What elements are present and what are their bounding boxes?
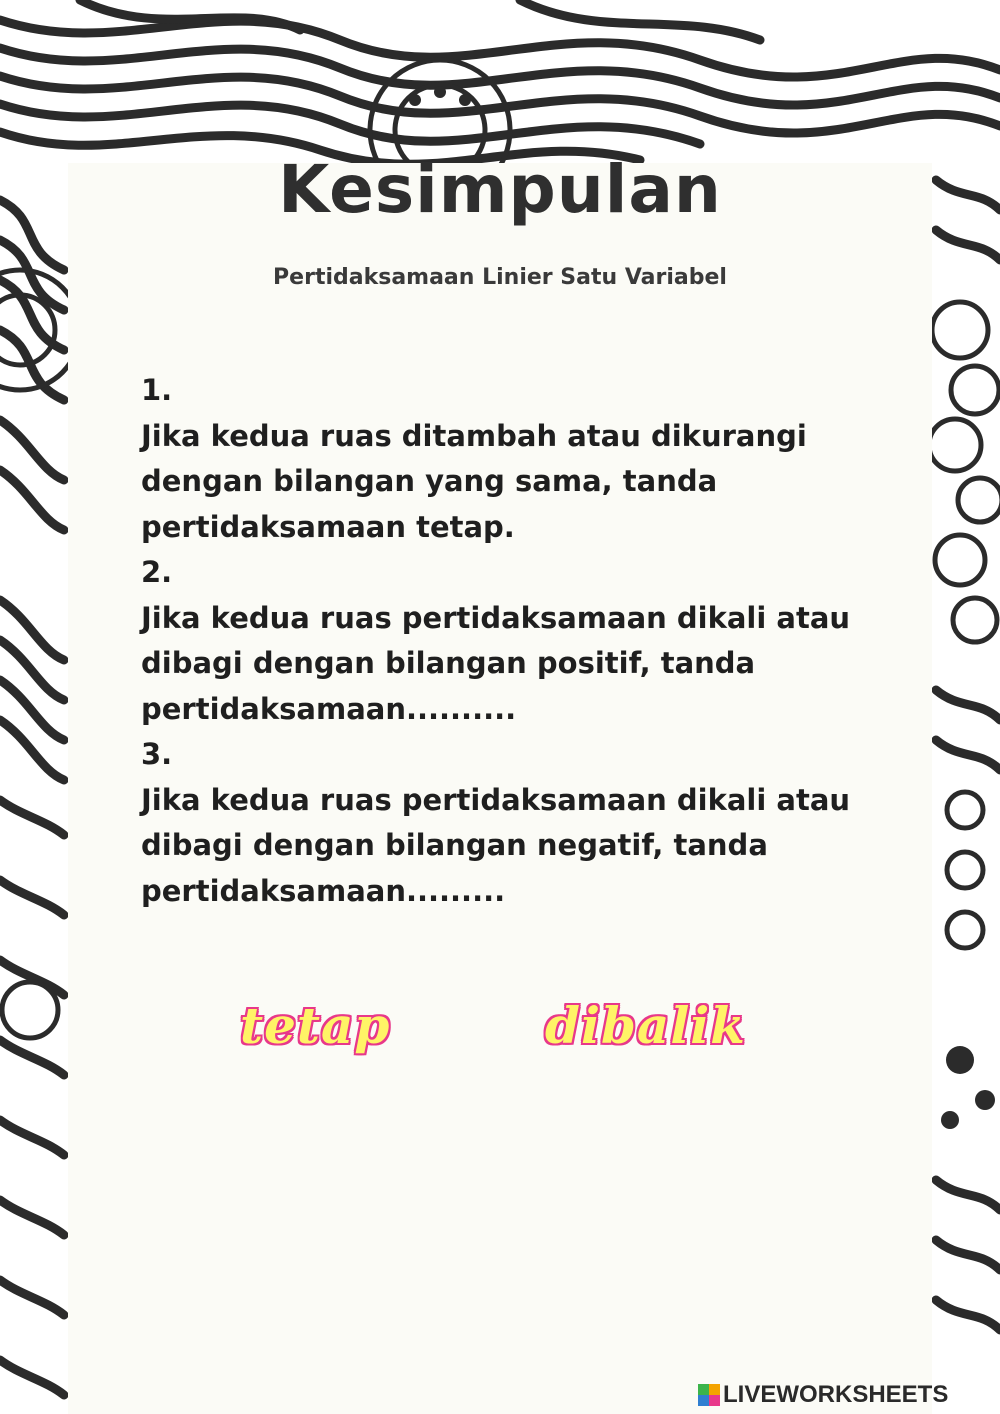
item-number-3: 3. bbox=[141, 737, 173, 771]
page-subtitle: Pertidaksamaan Linier Satu Variabel bbox=[273, 265, 727, 290]
item-text-line: Jika kedua ruas pertidaksamaan dikali atau bbox=[141, 600, 851, 635]
blank-answer-slot-2[interactable]: pertidaksamaan......... bbox=[141, 873, 506, 908]
conclusion-list bbox=[141, 368, 881, 914]
item-text-line: Jika kedua ruas pertidaksamaan dikali atau bbox=[141, 782, 851, 817]
watermark-text: LIVEWORKSHEETS bbox=[723, 1381, 949, 1408]
item-text-line: dibagi dengan bilangan negatif, tanda bbox=[141, 828, 768, 862]
item-text-line: pertidaksamaan tetap. bbox=[141, 509, 515, 544]
item-text-line: Jika kedua ruas ditambah atau dikurangi bbox=[141, 418, 807, 453]
liveworksheets-watermark bbox=[698, 1380, 948, 1410]
blank-answer-slot-1[interactable]: pertidaksamaan.......... bbox=[141, 691, 517, 726]
item-number-1: 1. bbox=[141, 373, 173, 407]
answer-option-dibalik[interactable]: dibalik bbox=[545, 996, 746, 1055]
page-title: Kesimpulan bbox=[278, 151, 722, 228]
item-number-2: 2. bbox=[141, 555, 173, 589]
answer-option-tetap[interactable]: tetap bbox=[240, 996, 391, 1055]
item-text-line: dengan bilangan yang sama, tanda bbox=[141, 464, 718, 498]
item-text-line: dibagi dengan bilangan positif, tanda bbox=[141, 646, 756, 680]
liveworksheets-logo-icon bbox=[698, 1384, 720, 1406]
